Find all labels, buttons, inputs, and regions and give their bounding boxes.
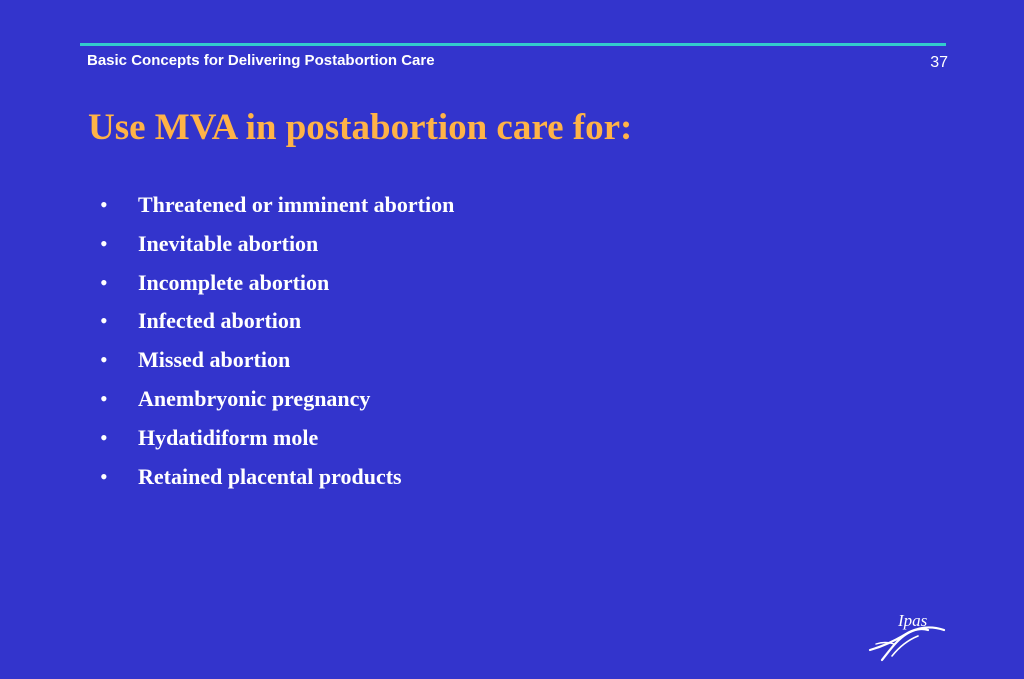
list-item [100,464,454,503]
list-item [100,231,454,270]
list-item [100,308,454,347]
list-item [100,425,454,464]
bullet-icon: • [100,192,108,217]
page-number: 37 [930,54,948,71]
bullet-icon: • [100,463,108,489]
bullet-icon: • [100,424,108,450]
list-item [100,347,454,386]
list-item-text: Threatened or imminent abortion [138,192,455,217]
bullet-icon: • [100,269,108,295]
list-item-text: Hydatidiform mole [138,424,319,450]
bullet-icon: • [100,308,108,334]
list-item [100,270,454,309]
ipas-logo-icon [862,606,952,666]
list-item-text: Incomplete abortion [138,269,330,295]
bullet-icon: • [100,230,108,256]
list-item-text: Infected abortion [138,308,302,334]
header-divider [80,43,946,46]
bullet-list [100,192,454,502]
logo-text: Ipas [898,611,928,630]
list-item-text: Anembryonic pregnancy [138,385,371,411]
slide-title: Use MVA in postabortion care for: [88,107,633,148]
list-item-text: Missed abortion [138,347,291,373]
list-item [100,386,454,425]
list-item-text: Inevitable abortion [138,230,319,256]
list-item-text: Retained placental products [138,463,402,489]
list-item [100,192,454,231]
header-title: Basic Concepts for Delivering Postabortion Care [87,52,435,69]
bullet-icon: • [100,347,108,373]
bullet-icon: • [100,385,108,411]
